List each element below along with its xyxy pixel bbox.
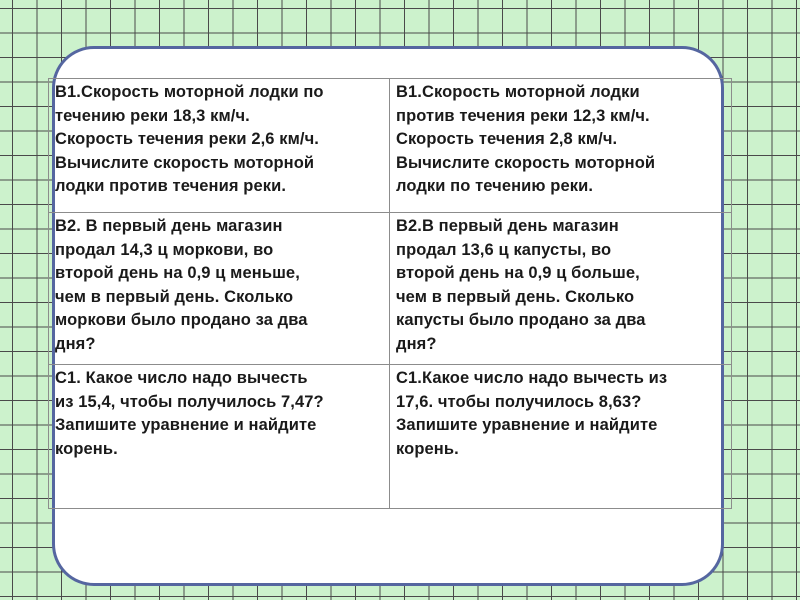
task-b2-variant-2: В2.В первый день магазин продал 13,6 ц капусты, во второй день на 0,9 ц больше, чем в первый день. Сколько капусты было продано за два дня? — [390, 213, 732, 365]
task-c1-variant-1: С1. Какое число надо вычесть из 15,4, чтобы получилось 7,47? Запишите уравнение и найдите корень. — [49, 365, 390, 509]
table-row-b1 — [49, 79, 732, 213]
task-b1-variant-1: В1.Скорость моторной лодки по течению реки 18,3 км/ч. Скорость течения реки 2,6 км/ч. Вычислите скорость моторной лодки против течения реки. — [49, 79, 390, 213]
table-row-b2 — [49, 213, 732, 365]
tasks-table — [48, 78, 732, 509]
task-b2-variant-1: В2. В первый день магазин продал 14,3 ц моркови, во второй день на 0,9 ц меньше, чем в первый день. Сколько моркови было продано за два дня? — [49, 213, 390, 365]
table-row-c1 — [49, 365, 732, 509]
task-c1-variant-2: С1.Какое число надо вычесть из 17,6. чтобы получилось 8,63? Запишите уравнение и найдите корень. — [390, 365, 732, 509]
task-b1-variant-2: В1.Скорость моторной лодки против течения реки 12,3 км/ч. Скорость течения 2,8 км/ч. Вычислите скорость моторной лодки по течению реки. — [390, 79, 732, 213]
